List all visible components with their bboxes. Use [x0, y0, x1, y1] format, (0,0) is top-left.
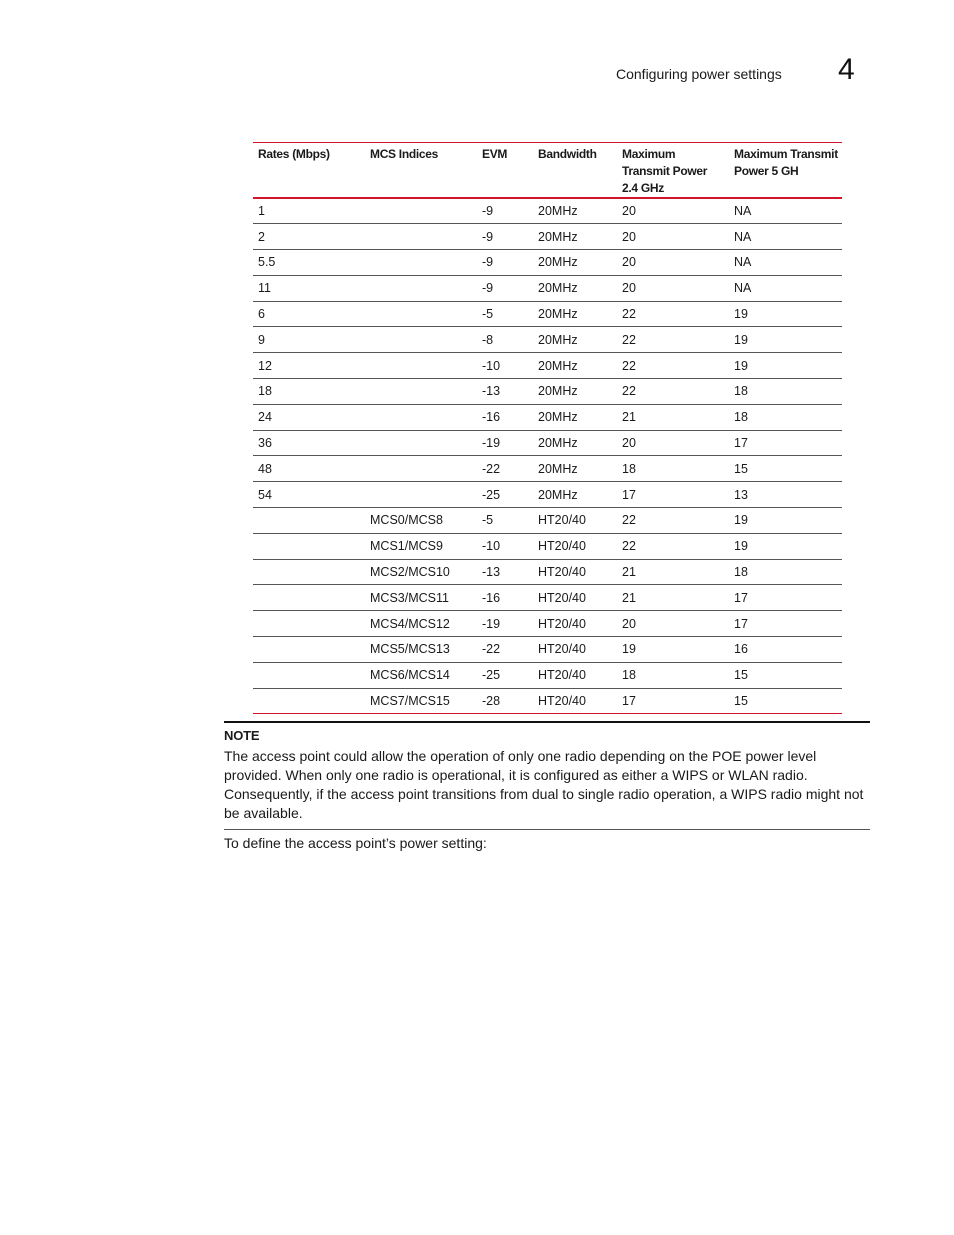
cell-rate: 54 — [253, 482, 365, 508]
cell-bandwidth: HT20/40 — [538, 694, 586, 709]
section-title: Configuring power settings — [616, 66, 782, 82]
cell-bandwidth: 20MHz — [533, 353, 617, 379]
cell-rate — [253, 585, 365, 611]
cell-power-5ghz: 13 — [729, 482, 842, 508]
table-row — [253, 508, 842, 534]
cell-mcs-index — [365, 198, 477, 224]
cell-bandwidth: 20MHz — [533, 198, 617, 224]
cell-rate: 6 — [253, 301, 365, 327]
cell-rate — [253, 662, 365, 688]
column-header-max-power-24ghz: Maximum Transmit Power 2.4 GHz — [617, 143, 729, 199]
cell-power-24ghz: 20 — [617, 250, 729, 276]
cell-bandwidth: 20MHz — [533, 327, 617, 353]
cell-rate: 12 — [253, 353, 365, 379]
cell-power-24ghz: 21 — [617, 585, 729, 611]
cell-evm: -25 — [477, 662, 533, 688]
cell-power-5ghz: 19 — [729, 533, 842, 559]
cell-evm: -8 — [477, 327, 533, 353]
cell-bandwidth: HT20/40 — [533, 508, 617, 534]
cell-evm: -22 — [477, 637, 533, 663]
cell-mcs-index: MCS1/MCS9 — [365, 533, 477, 559]
cell-bandwidth: HT20/40 — [533, 533, 617, 559]
cell-evm: -16 — [477, 585, 533, 611]
cell-mcs-index — [365, 224, 477, 250]
cell-power-24ghz: 17 — [617, 482, 729, 508]
cell-power-5ghz: 16 — [729, 637, 842, 663]
cell-mcs-index: MCS2/MCS10 — [365, 559, 477, 585]
cell-power-5ghz: 15 — [729, 456, 842, 482]
cell-evm: -22 — [477, 456, 533, 482]
cell-evm: -10 — [477, 353, 533, 379]
cell-bandwidth: 20MHz — [533, 430, 617, 456]
cell-power-24ghz: 22 — [617, 301, 729, 327]
cell-evm: -9 — [477, 275, 533, 301]
cell-evm: -16 — [477, 404, 533, 430]
table-row — [253, 327, 842, 353]
cell-power-24ghz: 22 — [617, 379, 729, 405]
cell-power-24ghz: 20 — [617, 224, 729, 250]
cell-evm: -9 — [477, 198, 533, 224]
cell-mcs-index — [365, 327, 477, 353]
cell-evm: -9 — [477, 250, 533, 276]
cell-power-5ghz: 18 — [729, 404, 842, 430]
cell-power-5ghz: 17 — [729, 585, 842, 611]
cell-power-5ghz: NA — [729, 198, 842, 224]
cell-bandwidth: HT20/40 — [533, 611, 617, 637]
cell-power-24ghz: 17 — [622, 694, 636, 709]
table-row — [253, 662, 842, 688]
table-row — [253, 430, 842, 456]
cell-power-24ghz: 20 — [617, 275, 729, 301]
cell-power-24ghz: 22 — [617, 353, 729, 379]
cell-evm: -9 — [477, 224, 533, 250]
cell-power-5ghz: 15 — [729, 662, 842, 688]
cell-power-5ghz: 18 — [729, 559, 842, 585]
power-settings-table — [253, 142, 842, 714]
cell-power-24ghz: 22 — [617, 508, 729, 534]
cell-rate — [253, 508, 365, 534]
table-row — [253, 585, 842, 611]
cell-power-24ghz: 20 — [617, 198, 729, 224]
cell-rate: 11 — [253, 275, 365, 301]
cell-power-24ghz: 19 — [617, 637, 729, 663]
cell-power-5ghz: 18 — [729, 379, 842, 405]
cell-power-5ghz: NA — [729, 224, 842, 250]
table-row — [253, 198, 842, 224]
cell-evm: -25 — [477, 482, 533, 508]
cell-rate — [253, 611, 365, 637]
note-label: NOTE — [224, 728, 260, 743]
table-row — [253, 688, 842, 714]
table-row — [253, 404, 842, 430]
cell-bandwidth: 20MHz — [533, 456, 617, 482]
table-row — [253, 559, 842, 585]
cell-bandwidth: 20MHz — [533, 482, 617, 508]
cell-power-24ghz: 18 — [617, 456, 729, 482]
cell-mcs-index — [365, 301, 477, 327]
cell-rate: 5.5 — [253, 250, 365, 276]
cell-bandwidth: 20MHz — [533, 404, 617, 430]
cell-mcs-index — [365, 250, 477, 276]
cell-rate — [253, 559, 365, 585]
cell-rate: 9 — [253, 327, 365, 353]
cell-power-5ghz: 17 — [729, 430, 842, 456]
table-header — [253, 143, 842, 199]
cell-power-5ghz: 17 — [729, 611, 842, 637]
table-row — [253, 275, 842, 301]
cell-power-24ghz: 20 — [617, 430, 729, 456]
cell-bandwidth: 20MHz — [533, 379, 617, 405]
cell-mcs-index: MCS4/MCS12 — [365, 611, 477, 637]
cell-evm: -19 — [477, 611, 533, 637]
cell-power-24ghz: 22 — [617, 327, 729, 353]
cell-evm: -5 — [477, 301, 533, 327]
column-header-rates: Rates (Mbps) — [253, 143, 365, 199]
cell-bandwidth: HT20/40 — [533, 637, 617, 663]
cell-bandwidth: 20MHz — [533, 250, 617, 276]
cell-power-5ghz: 19 — [729, 508, 842, 534]
column-header-max-power-5ghz: Maximum Transmit Power 5 GH — [729, 143, 842, 199]
cell-mcs-index — [365, 353, 477, 379]
cell-rate: 1 — [253, 198, 365, 224]
cell-rate — [253, 637, 365, 663]
cell-power-5ghz: 19 — [729, 327, 842, 353]
cell-mcs-index: MCS6/MCS14 — [365, 662, 477, 688]
cell-mcs-index — [365, 379, 477, 405]
cell-mcs-index — [365, 404, 477, 430]
note-text: The access point could allow the operation of only one radio depending on the POE power level provided. When only one radio is operational, it is configured as either a WIPS or WLAN radio. Consequently, if the access point transitions from dual to single radio operation, a WIPS radio might not be available. — [224, 748, 864, 821]
cell-rate: 48 — [253, 456, 365, 482]
chapter-number: 4 — [838, 53, 855, 86]
table-row — [253, 637, 842, 663]
cell-power-24ghz: 21 — [617, 404, 729, 430]
cell-rate: 2 — [253, 224, 365, 250]
cell-power-24ghz: 21 — [617, 559, 729, 585]
cell-mcs-index — [365, 275, 477, 301]
table-row — [253, 482, 842, 508]
cell-evm: -28 — [482, 694, 501, 709]
column-header-bandwidth: Bandwidth — [533, 143, 617, 199]
column-header-evm: EVM — [477, 143, 533, 199]
cell-mcs-index — [365, 482, 477, 508]
cell-rate — [253, 688, 365, 714]
table-row — [253, 456, 842, 482]
cell-power-24ghz: 22 — [617, 533, 729, 559]
cell-evm: -13 — [477, 379, 533, 405]
cell-evm: -13 — [477, 559, 533, 585]
cell-power-5ghz: NA — [729, 275, 842, 301]
cell-mcs-index: MCS7/MCS15 — [370, 694, 450, 709]
table-row — [253, 250, 842, 276]
column-header-mcs-indices: MCS Indices — [365, 143, 477, 199]
cell-evm: -10 — [477, 533, 533, 559]
cell-power-5ghz: 19 — [729, 353, 842, 379]
cell-mcs-index — [365, 430, 477, 456]
cell-mcs-index — [365, 456, 477, 482]
cell-rate: 36 — [253, 430, 365, 456]
table-row — [253, 224, 842, 250]
cell-bandwidth: 20MHz — [533, 301, 617, 327]
cell-mcs-index: MCS0/MCS8 — [365, 508, 477, 534]
cell-rate — [253, 533, 365, 559]
cell-mcs-index: MCS3/MCS11 — [365, 585, 477, 611]
cell-rate: 18 — [253, 379, 365, 405]
cell-bandwidth: HT20/40 — [533, 662, 617, 688]
cell-mcs-index: MCS5/MCS13 — [365, 637, 477, 663]
cell-evm: -19 — [477, 430, 533, 456]
cell-evm: -5 — [477, 508, 533, 534]
cell-bandwidth: HT20/40 — [533, 559, 617, 585]
cell-bandwidth: 20MHz — [533, 275, 617, 301]
cell-power-24ghz: 20 — [617, 611, 729, 637]
procedure-intro: To define the access point’s power setting: — [224, 835, 487, 851]
note-block — [224, 721, 870, 830]
table-row — [253, 379, 842, 405]
cell-power-5ghz: 15 — [734, 694, 748, 709]
table-header-row — [253, 143, 842, 199]
cell-power-24ghz: 18 — [617, 662, 729, 688]
cell-power-5ghz: 19 — [729, 301, 842, 327]
table-row — [253, 611, 842, 637]
table-row — [253, 301, 842, 327]
cell-rate: 24 — [253, 404, 365, 430]
table-body — [253, 198, 842, 714]
table-row — [253, 533, 842, 559]
table-row — [253, 353, 842, 379]
cell-power-5ghz: NA — [729, 250, 842, 276]
cell-bandwidth: HT20/40 — [533, 585, 617, 611]
cell-bandwidth: 20MHz — [533, 224, 617, 250]
